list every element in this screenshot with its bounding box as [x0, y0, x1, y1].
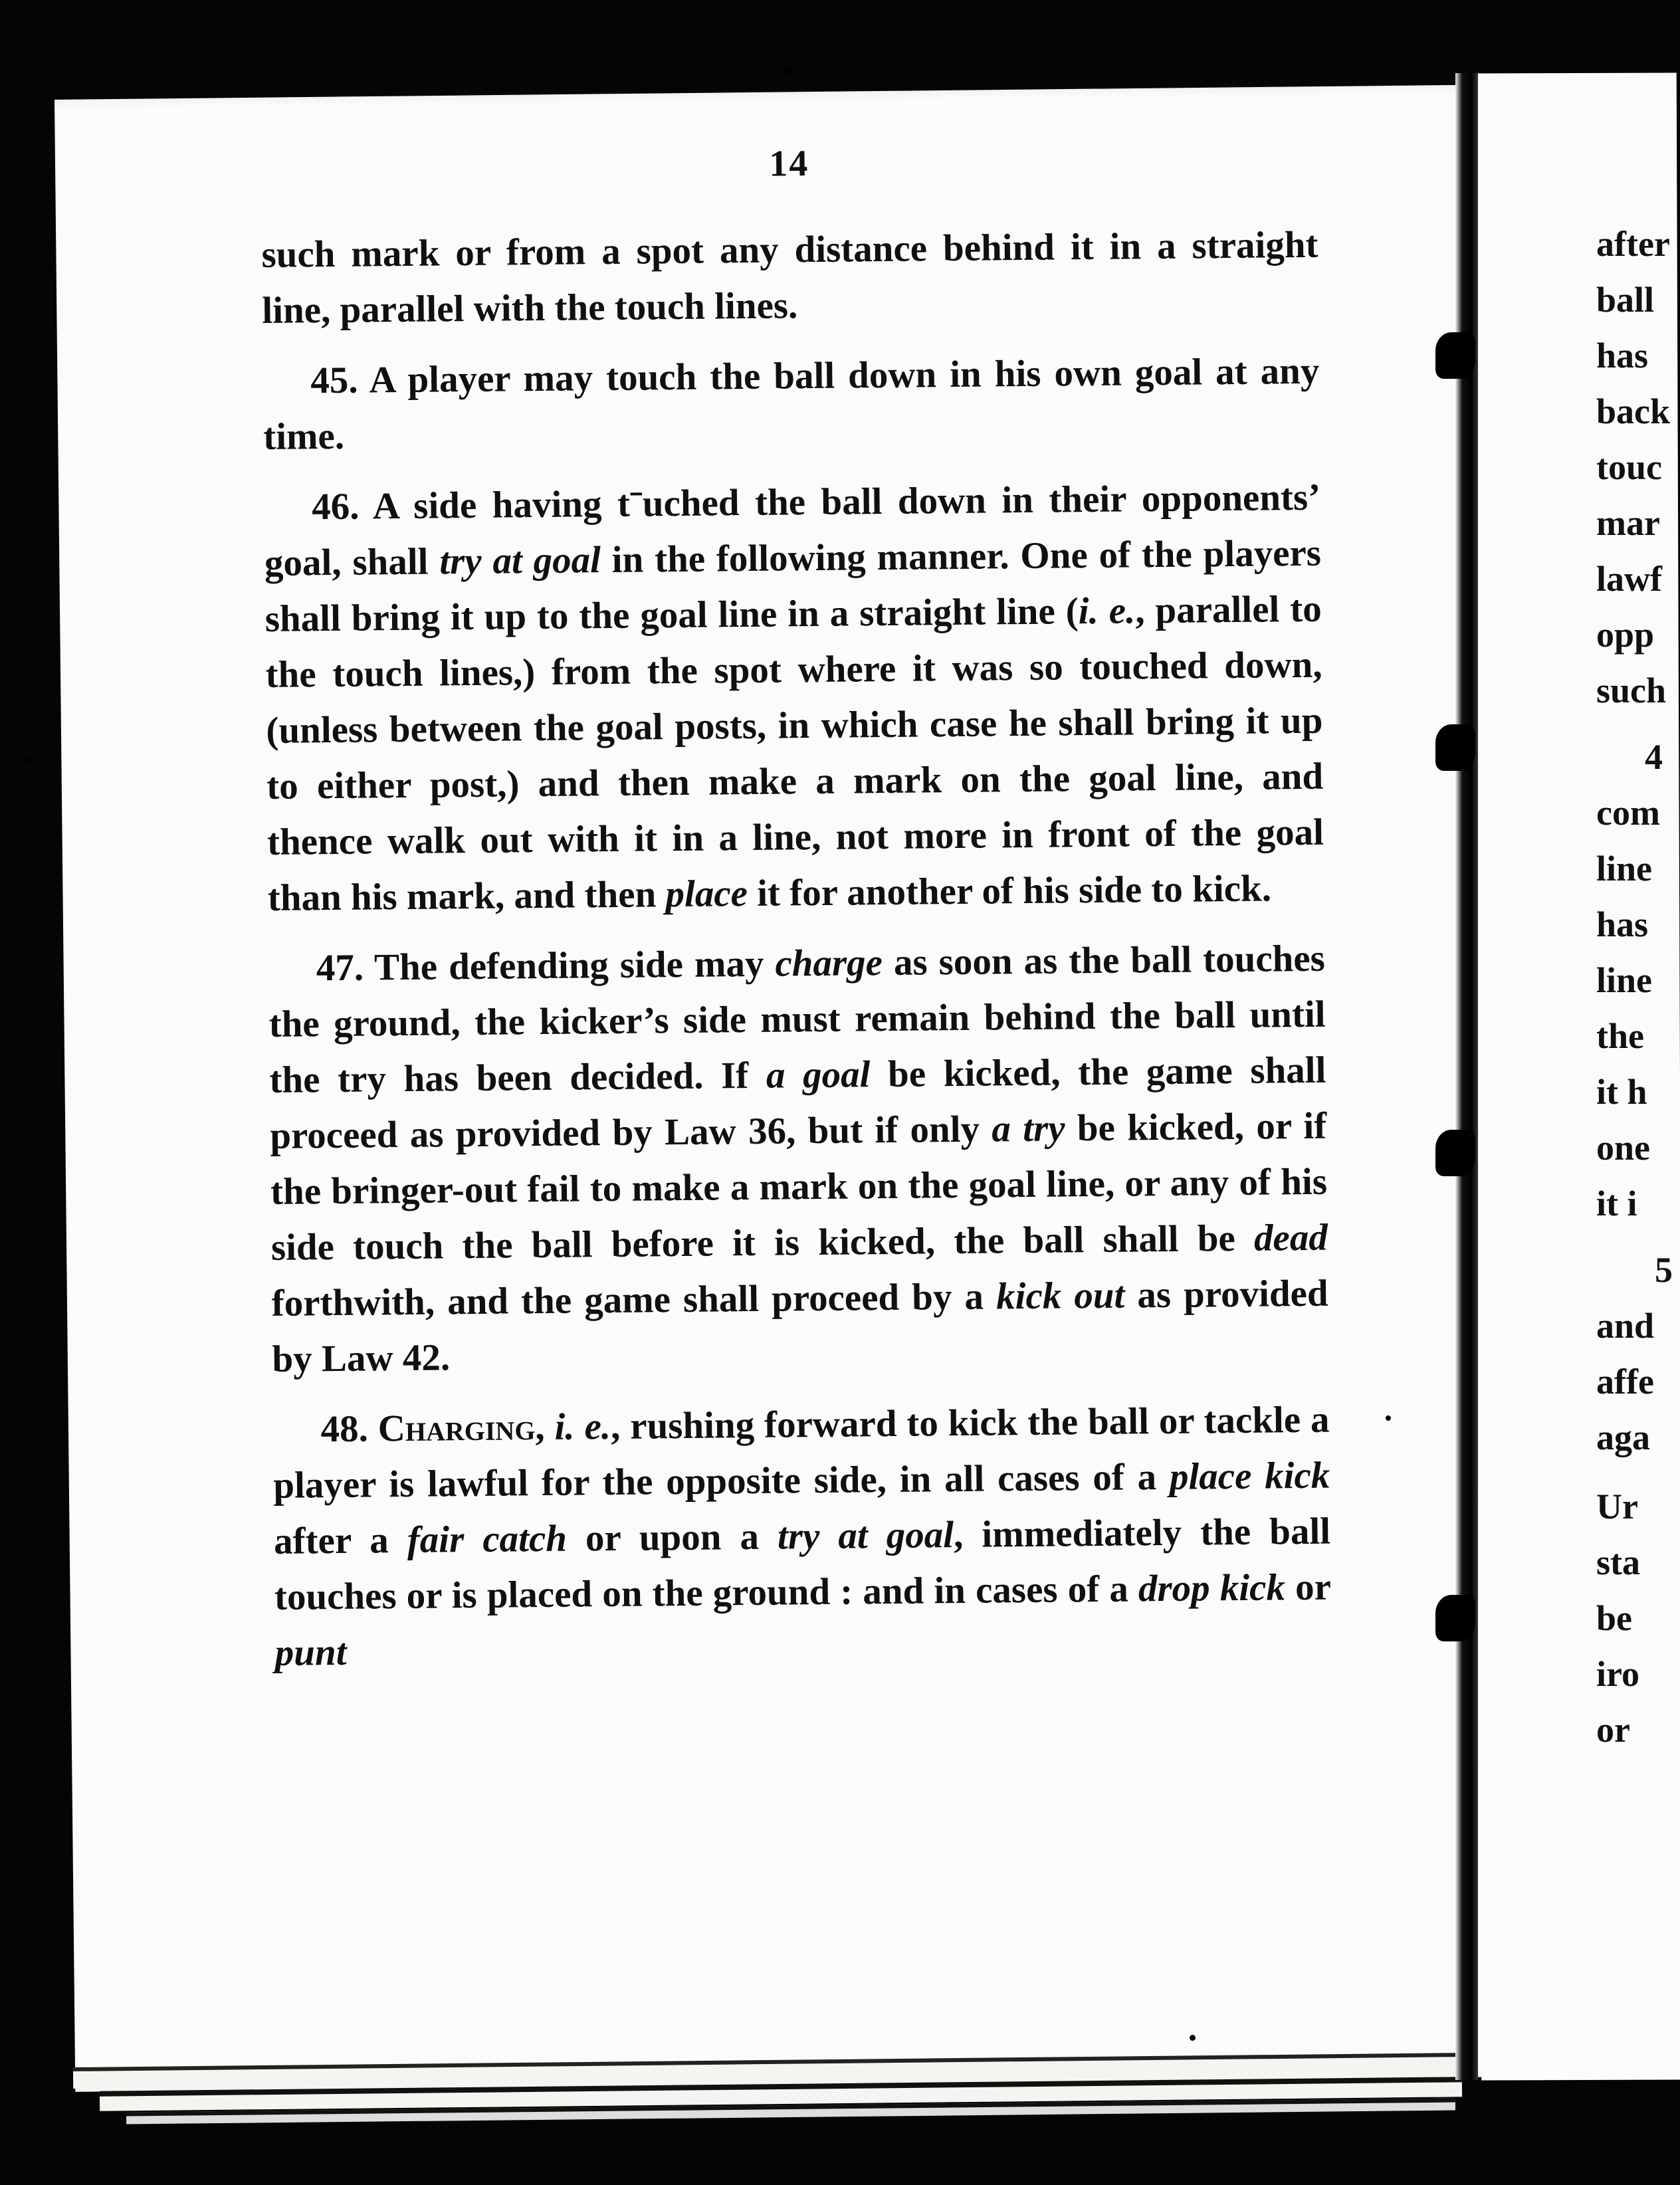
right-fragment: lawf [1596, 559, 1662, 599]
law-text: , rushing forward to kick the ball or tackle a player is lawful for the opposite side, in all cases of a [273, 1398, 1330, 1507]
law-text: after a [273, 1518, 408, 1562]
right-fragment: ball [1596, 280, 1655, 320]
page-text [261, 138, 1332, 1696]
right-fragment: and [1596, 1306, 1655, 1346]
italic-term: place [665, 873, 748, 916]
italic-term: i. e. [554, 1405, 611, 1448]
right-fragment: back [1596, 391, 1671, 431]
right-fragment: Ur [1596, 1487, 1638, 1526]
right-fragment: sta [1596, 1542, 1640, 1582]
right-fragment: such [1596, 671, 1667, 710]
right-fragment: one [1596, 1128, 1650, 1168]
right-fragment: the [1596, 1016, 1644, 1056]
italic-term: punt [274, 1631, 347, 1674]
right-fragment: opp [1596, 615, 1655, 655]
law-text: The defending side may [363, 942, 776, 989]
law-text: forthwith, and the game shall proceed by a [271, 1275, 997, 1324]
right-fragment: iro [1596, 1654, 1639, 1694]
italic-term: charge [775, 942, 883, 985]
page-number: 14 [768, 143, 809, 185]
speck [784, 66, 792, 74]
binding-stitch [1435, 1595, 1475, 1641]
small-caps-term: Charging, [368, 1405, 545, 1450]
paragraph-text: such mark or from a spot any distance behind it in a straight line, parallel with the touch lines. [261, 223, 1318, 332]
speck [1190, 2035, 1196, 2041]
italic-term: dead [1253, 1216, 1328, 1259]
right-fragment: 4 [1645, 737, 1663, 777]
law-text: be kicked, or if the bringer-out fail to make a mark on the goal line, or any of his side touch the ball before it is kicked, the ball shall be [270, 1104, 1328, 1269]
law-text: or upon a [566, 1515, 778, 1560]
law-text [544, 1406, 555, 1448]
right-fragment: after [1596, 224, 1670, 264]
right-fragment: aga [1596, 1417, 1650, 1457]
law-text: , parallel to the touch lines,) from the spot where it was so touched down, (unless between the goal posts, in which case he shall bring it up to either post,) and then make a mark on the goal line, and thence walk out with it in a line, not more in front of the goal than his mark, and then [265, 587, 1324, 919]
italic-term: kick out [996, 1274, 1125, 1318]
right-fragment: it h [1596, 1072, 1647, 1112]
right-page [1475, 72, 1680, 2080]
right-fragment: touc [1596, 447, 1662, 487]
law-text: in the following manner. One of the players shall bring it up to the goal line in a straight line ( [264, 532, 1322, 640]
law-text: it for another of his side to kick. [747, 867, 1272, 915]
italic-term: i. e. [1078, 589, 1136, 633]
italic-term: drop kick [1138, 1566, 1286, 1610]
right-fragment: mar [1596, 503, 1660, 543]
law-number: 48. [320, 1407, 369, 1451]
right-fragment: 5 [1655, 1250, 1673, 1290]
law-text: as provided by Law 42. [272, 1272, 1328, 1380]
law-text: , immediately the ball touches or is placed on the ground : and in cases of a [274, 1510, 1331, 1618]
italic-term: a goal [766, 1053, 871, 1096]
law-text: as soon as the ball touches the ground, the kicker’s side must remain behind the ball until the try has been decided. If [268, 937, 1326, 1101]
binding-stitch [1435, 724, 1475, 771]
law-number: 46. [311, 485, 360, 528]
right-fragment: be [1596, 1598, 1632, 1638]
right-fragment: it i [1596, 1184, 1637, 1223]
law-text: A side having tˉuched the ball down in their opponents’ goal, shall [264, 476, 1321, 584]
italic-term: fair catch [407, 1517, 568, 1561]
law-text: A player may touch the ball down in his own goal at any time. [262, 350, 1320, 458]
law-45 [262, 344, 1320, 465]
law-number: 47. [316, 946, 364, 989]
italic-term: place kick [1169, 1454, 1330, 1498]
right-fragment: or [1596, 1710, 1630, 1750]
law-46 [264, 470, 1324, 926]
right-fragment: has [1596, 336, 1649, 375]
law-47 [268, 931, 1328, 1388]
speck [1386, 1415, 1391, 1421]
continued-paragraph [261, 217, 1319, 339]
right-fragment: com [1596, 793, 1660, 833]
right-fragment: line [1596, 960, 1653, 1000]
speck [27, 758, 32, 763]
italic-term: try at goal [777, 1514, 954, 1558]
law-text: be kicked, the game shall proceed as provided by Law 36, but if only [269, 1049, 1326, 1157]
right-fragment: line [1596, 849, 1653, 888]
right-fragment: affe [1596, 1362, 1654, 1402]
binding-stitch [1435, 332, 1475, 379]
italic-term: a try [992, 1107, 1065, 1150]
right-fragment: has [1596, 904, 1649, 944]
law-48 [272, 1392, 1332, 1681]
law-text: or [1285, 1566, 1332, 1609]
binding-stitch [1435, 1130, 1475, 1176]
italic-term: try at goal [439, 539, 601, 583]
law-number: 45. [310, 359, 358, 402]
